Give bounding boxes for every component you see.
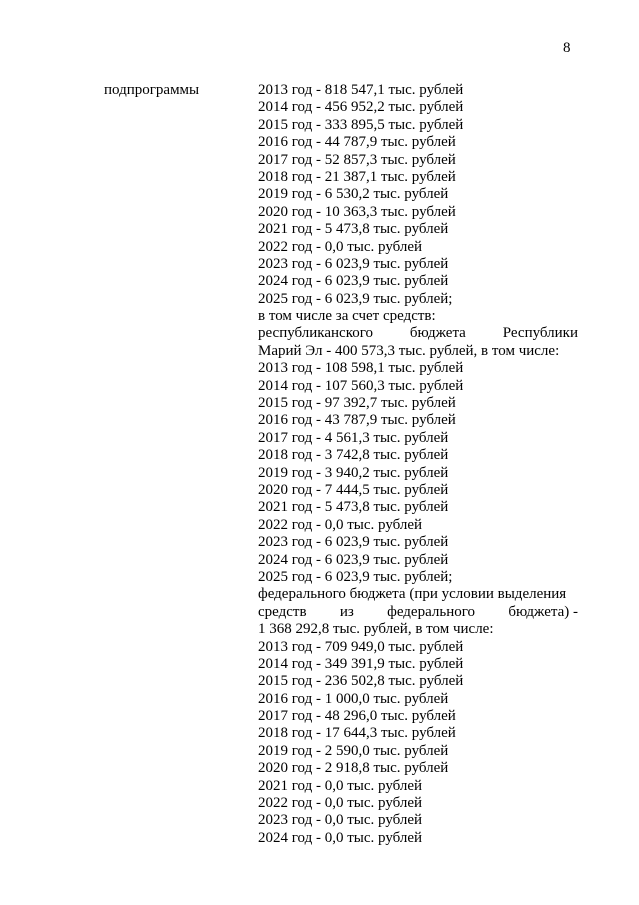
sources-intro: в том числе за счет средств: bbox=[258, 308, 436, 325]
federal-year-line: 2020 год - 2 918,8 тыс. рублей bbox=[258, 760, 449, 777]
federal-heading-word: федерального bbox=[387, 603, 476, 620]
republic-heading-word: Республики bbox=[502, 325, 578, 342]
total-year-line: 2016 год - 44 787,9 тыс. рублей bbox=[258, 134, 456, 151]
total-years-list bbox=[258, 82, 578, 308]
federal-year-line: 2024 год - 0,0 тыс. рублей bbox=[258, 829, 423, 846]
federal-years-list bbox=[258, 639, 578, 848]
republic-heading-line2: Марий Эл - 400 573,3 тыс. рублей, в том числе: bbox=[258, 342, 560, 359]
republic-years-list bbox=[258, 360, 578, 586]
republic-year-line: 2021 год - 5 473,8 тыс. рублей bbox=[258, 499, 449, 516]
total-year-line: 2017 год - 52 857,3 тыс. рублей bbox=[258, 151, 456, 168]
federal-heading-line1: федерального бюджета (при условии выделения bbox=[258, 586, 567, 603]
federal-year-line: 2014 год - 349 391,9 тыс. рублей bbox=[258, 655, 464, 672]
republic-year-line: 2025 год - 6 023,9 тыс. рублей; bbox=[258, 568, 453, 585]
federal-year-line: 2013 год - 709 949,0 тыс. рублей bbox=[258, 638, 464, 655]
total-year-line: 2018 год - 21 387,1 тыс. рублей bbox=[258, 168, 456, 185]
total-year-line: 2015 год - 333 895,5 тыс. рублей bbox=[258, 116, 464, 133]
federal-year-line: 2015 год - 236 502,8 тыс. рублей bbox=[258, 673, 464, 690]
federal-year-line: 2022 год - 0,0 тыс. рублей bbox=[258, 795, 423, 812]
republic-year-line: 2013 год - 108 598,1 тыс. рублей bbox=[258, 360, 464, 377]
federal-heading-line3: 1 368 292,8 тыс. рублей, в том числе: bbox=[258, 621, 494, 638]
total-year-line: 2024 год - 6 023,9 тыс. рублей bbox=[258, 273, 449, 290]
republic-heading-line1 bbox=[258, 325, 578, 342]
total-year-line: 2025 год - 6 023,9 тыс. рублей; bbox=[258, 290, 453, 307]
republic-year-line: 2022 год - 0,0 тыс. рублей bbox=[258, 516, 423, 533]
federal-year-line: 2017 год - 48 296,0 тыс. рублей bbox=[258, 708, 456, 725]
federal-year-line: 2023 год - 0,0 тыс. рублей bbox=[258, 812, 423, 829]
total-year-line: 2014 год - 456 952,2 тыс. рублей bbox=[258, 99, 464, 116]
republic-year-line: 2020 год - 7 444,5 тыс. рублей bbox=[258, 481, 449, 498]
republic-heading-word: республиканского bbox=[258, 325, 373, 342]
republic-heading-word: бюджета bbox=[409, 325, 466, 342]
total-year-line: 2013 год - 818 547,1 тыс. рублей bbox=[258, 82, 464, 98]
left-label: подпрограммы bbox=[104, 82, 200, 98]
total-year-line: 2019 год - 6 530,2 тыс. рублей bbox=[258, 186, 449, 203]
total-year-line: 2023 год - 6 023,9 тыс. рублей bbox=[258, 255, 449, 272]
republic-year-line: 2014 год - 107 560,3 тыс. рублей bbox=[258, 377, 464, 394]
funding-text-column bbox=[258, 82, 578, 847]
republic-year-line: 2016 год - 43 787,9 тыс. рублей bbox=[258, 412, 456, 429]
page-number: 8 bbox=[563, 40, 571, 56]
republic-year-line: 2018 год - 3 742,8 тыс. рублей bbox=[258, 447, 449, 464]
federal-year-line: 2019 год - 2 590,0 тыс. рублей bbox=[258, 742, 449, 759]
federal-year-line: 2016 год - 1 000,0 тыс. рублей bbox=[258, 690, 449, 707]
republic-year-line: 2024 год - 6 023,9 тыс. рублей bbox=[258, 551, 449, 568]
republic-year-line: 2023 год - 6 023,9 тыс. рублей bbox=[258, 534, 449, 551]
total-year-line: 2021 год - 5 473,8 тыс. рублей bbox=[258, 221, 449, 238]
federal-heading-word: бюджета) - bbox=[508, 603, 578, 620]
federal-heading-word: средств bbox=[258, 603, 307, 620]
republic-year-line: 2015 год - 97 392,7 тыс. рублей bbox=[258, 395, 456, 412]
republic-year-line: 2019 год - 3 940,2 тыс. рублей bbox=[258, 464, 449, 481]
federal-year-line: 2018 год - 17 644,3 тыс. рублей bbox=[258, 725, 456, 742]
total-year-line: 2022 год - 0,0 тыс. рублей bbox=[258, 238, 423, 255]
total-year-line: 2020 год - 10 363,3 тыс. рублей bbox=[258, 203, 456, 220]
federal-year-line: 2021 год - 0,0 тыс. рублей bbox=[258, 777, 423, 794]
republic-year-line: 2017 год - 4 561,3 тыс. рублей bbox=[258, 429, 449, 446]
federal-heading-word: из bbox=[339, 603, 354, 620]
federal-heading-line2 bbox=[258, 604, 578, 621]
